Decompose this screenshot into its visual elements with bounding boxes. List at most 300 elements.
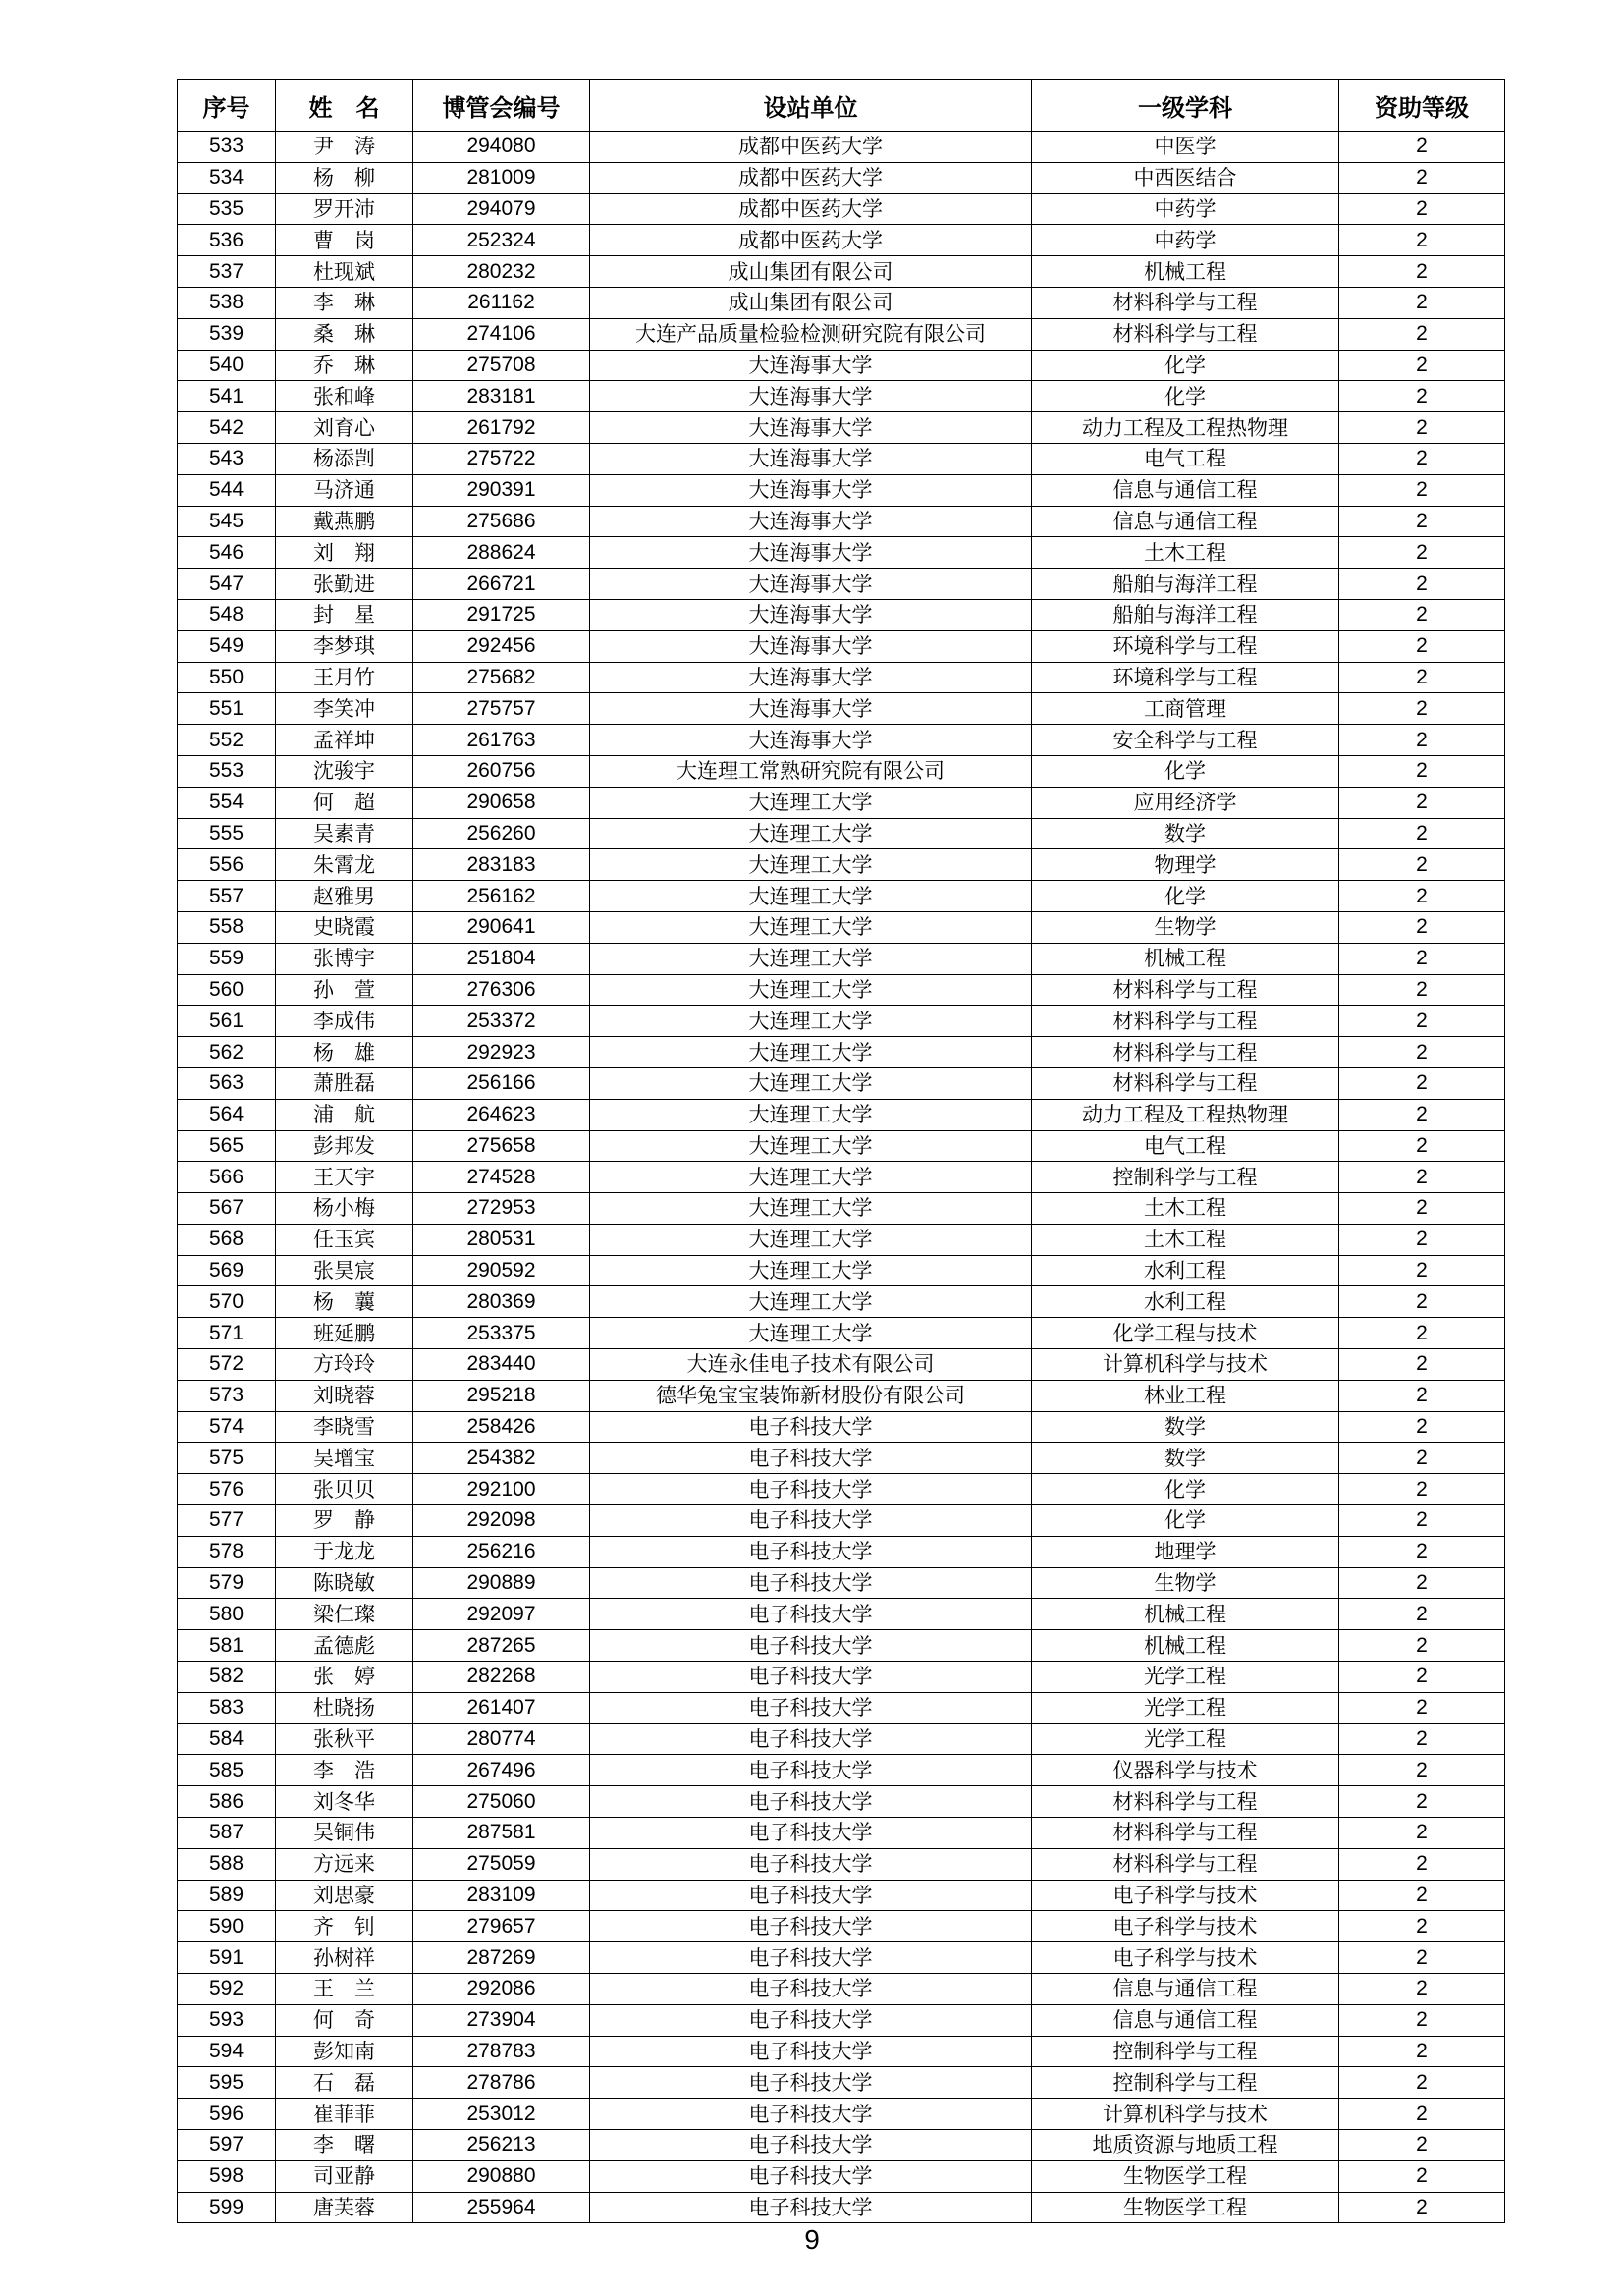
funding-level-cell: 2 <box>1339 537 1505 569</box>
header-name: 姓 名 <box>276 80 413 132</box>
table-row <box>178 1006 1505 1037</box>
registry-id-cell: 292456 <box>413 630 590 662</box>
funding-level-cell: 2 <box>1339 1318 1505 1349</box>
registry-id-cell: 290592 <box>413 1255 590 1286</box>
host-institution-cell: 大连理工大学 <box>590 1037 1032 1068</box>
discipline-cell: 安全科学与工程 <box>1032 725 1339 756</box>
discipline-cell: 应用经济学 <box>1032 787 1339 818</box>
name-cell: 张博宇 <box>276 943 413 974</box>
serial-no-cell: 584 <box>178 1723 276 1755</box>
name-cell: 李 曙 <box>276 2130 413 2161</box>
table-row <box>178 630 1505 662</box>
serial-no-cell: 552 <box>178 725 276 756</box>
funding-level-cell: 2 <box>1339 1818 1505 1849</box>
name-cell: 吴素青 <box>276 818 413 849</box>
serial-no-cell: 571 <box>178 1318 276 1349</box>
host-institution-cell: 大连海事大学 <box>590 630 1032 662</box>
registry-id-cell: 280531 <box>413 1224 590 1255</box>
discipline-cell: 环境科学与工程 <box>1032 662 1339 693</box>
registry-id-cell: 274106 <box>413 318 590 350</box>
host-institution-cell: 大连理工大学 <box>590 1130 1032 1162</box>
name-cell: 杨 雄 <box>276 1037 413 1068</box>
funding-level-cell: 2 <box>1339 1880 1505 1911</box>
registry-id-cell: 292097 <box>413 1599 590 1630</box>
discipline-cell: 化学工程与技术 <box>1032 1318 1339 1349</box>
funding-level-cell: 2 <box>1339 506 1505 537</box>
discipline-cell: 材料科学与工程 <box>1032 1006 1339 1037</box>
table-row <box>178 911 1505 943</box>
discipline-cell: 动力工程及工程热物理 <box>1032 412 1339 444</box>
discipline-cell: 化学 <box>1032 350 1339 381</box>
table-row <box>178 225 1505 256</box>
serial-no-cell: 594 <box>178 2036 276 2067</box>
host-institution-cell: 电子科技大学 <box>590 1692 1032 1723</box>
host-institution-cell: 大连海事大学 <box>590 443 1032 474</box>
host-institution-cell: 大连理工大学 <box>590 1099 1032 1130</box>
registry-id-cell: 278786 <box>413 2067 590 2099</box>
name-cell: 史晓霞 <box>276 911 413 943</box>
table-row <box>178 1130 1505 1162</box>
funding-level-cell: 2 <box>1339 599 1505 630</box>
registry-id-cell: 275722 <box>413 443 590 474</box>
registry-id-cell: 292100 <box>413 1474 590 1505</box>
serial-no-cell: 546 <box>178 537 276 569</box>
name-cell: 李晓雪 <box>276 1411 413 1443</box>
host-institution-cell: 电子科技大学 <box>590 1505 1032 1537</box>
table-row <box>178 662 1505 693</box>
table-row <box>178 2099 1505 2130</box>
funding-level-cell: 2 <box>1339 2130 1505 2161</box>
name-cell: 刘晓蓉 <box>276 1380 413 1411</box>
name-cell: 杨添剀 <box>276 443 413 474</box>
discipline-cell: 化学 <box>1032 381 1339 412</box>
name-cell: 李 琳 <box>276 287 413 318</box>
host-institution-cell: 电子科技大学 <box>590 1567 1032 1599</box>
registry-id-cell: 256216 <box>413 1536 590 1567</box>
funding-level-cell: 2 <box>1339 412 1505 444</box>
host-institution-cell: 大连理工大学 <box>590 818 1032 849</box>
registry-id-cell: 264623 <box>413 1099 590 1130</box>
funding-level-cell: 2 <box>1339 755 1505 787</box>
table-row <box>178 881 1505 912</box>
page-number: 9 <box>804 2224 820 2255</box>
table-row <box>178 1474 1505 1505</box>
table-row <box>178 1848 1505 1880</box>
table-row <box>178 1380 1505 1411</box>
registry-id-cell: 279657 <box>413 1911 590 1942</box>
registry-id-cell: 261792 <box>413 412 590 444</box>
host-institution-cell: 电子科技大学 <box>590 2004 1032 2036</box>
registry-id-cell: 275060 <box>413 1786 590 1818</box>
registry-id-cell: 275682 <box>413 662 590 693</box>
host-institution-cell: 大连海事大学 <box>590 506 1032 537</box>
discipline-cell: 计算机科学与技术 <box>1032 2099 1339 2130</box>
name-cell: 杨小梅 <box>276 1193 413 1225</box>
host-institution-cell: 德华兔宝宝装饰新材股份有限公司 <box>590 1380 1032 1411</box>
funding-level-cell: 2 <box>1339 849 1505 881</box>
funding-level-cell: 2 <box>1339 1474 1505 1505</box>
registry-id-cell: 267496 <box>413 1755 590 1786</box>
name-cell: 孟祥坤 <box>276 725 413 756</box>
serial-no-cell: 543 <box>178 443 276 474</box>
funding-level-cell: 2 <box>1339 225 1505 256</box>
discipline-cell: 电气工程 <box>1032 443 1339 474</box>
discipline-cell: 中医学 <box>1032 132 1339 163</box>
host-institution-cell: 大连理工大学 <box>590 1255 1032 1286</box>
host-institution-cell: 电子科技大学 <box>590 1755 1032 1786</box>
discipline-cell: 材料科学与工程 <box>1032 1848 1339 1880</box>
discipline-cell: 信息与通信工程 <box>1032 2004 1339 2036</box>
discipline-cell: 光学工程 <box>1032 1723 1339 1755</box>
host-institution-cell: 成都中医药大学 <box>590 132 1032 163</box>
host-institution-cell: 大连理工大学 <box>590 1286 1032 1318</box>
discipline-cell: 信息与通信工程 <box>1032 1974 1339 2005</box>
discipline-cell: 生物学 <box>1032 1567 1339 1599</box>
discipline-cell: 船舶与海洋工程 <box>1032 569 1339 600</box>
name-cell: 孙 萱 <box>276 974 413 1006</box>
table-row <box>178 350 1505 381</box>
funding-level-cell: 2 <box>1339 1286 1505 1318</box>
serial-no-cell: 576 <box>178 1474 276 1505</box>
funding-level-cell: 2 <box>1339 1942 1505 1974</box>
serial-no-cell: 575 <box>178 1443 276 1474</box>
registry-id-cell: 256213 <box>413 2130 590 2161</box>
registry-id-cell: 283109 <box>413 1880 590 1911</box>
funding-list-table <box>177 79 1505 2223</box>
name-cell: 沈骏宇 <box>276 755 413 787</box>
discipline-cell: 数学 <box>1032 1411 1339 1443</box>
serial-no-cell: 590 <box>178 1911 276 1942</box>
funding-level-cell: 2 <box>1339 1692 1505 1723</box>
table-row <box>178 787 1505 818</box>
registry-id-cell: 280232 <box>413 256 590 288</box>
serial-no-cell: 548 <box>178 599 276 630</box>
serial-no-cell: 553 <box>178 755 276 787</box>
name-cell: 桑 琳 <box>276 318 413 350</box>
funding-level-cell: 2 <box>1339 818 1505 849</box>
table-row <box>178 318 1505 350</box>
discipline-cell: 控制科学与工程 <box>1032 2067 1339 2099</box>
serial-no-cell: 593 <box>178 2004 276 2036</box>
discipline-cell: 生物医学工程 <box>1032 2160 1339 2192</box>
registry-id-cell: 283181 <box>413 381 590 412</box>
discipline-cell: 化学 <box>1032 881 1339 912</box>
table-row <box>178 974 1505 1006</box>
funding-level-cell: 2 <box>1339 1505 1505 1537</box>
registry-id-cell: 287269 <box>413 1942 590 1974</box>
discipline-cell: 中药学 <box>1032 193 1339 225</box>
discipline-cell: 土木工程 <box>1032 537 1339 569</box>
registry-id-cell: 256162 <box>413 881 590 912</box>
host-institution-cell: 大连理工大学 <box>590 849 1032 881</box>
name-cell: 李梦琪 <box>276 630 413 662</box>
funding-level-cell: 2 <box>1339 943 1505 974</box>
serial-no-cell: 564 <box>178 1099 276 1130</box>
discipline-cell: 控制科学与工程 <box>1032 1162 1339 1193</box>
serial-no-cell: 596 <box>178 2099 276 2130</box>
serial-no-cell: 577 <box>178 1505 276 1537</box>
table-row <box>178 943 1505 974</box>
name-cell: 王 兰 <box>276 1974 413 2005</box>
serial-no-cell: 581 <box>178 1630 276 1662</box>
name-cell: 梁仁璨 <box>276 1599 413 1630</box>
host-institution-cell: 成都中医药大学 <box>590 225 1032 256</box>
serial-no-cell: 560 <box>178 974 276 1006</box>
registry-id-cell: 281009 <box>413 162 590 193</box>
discipline-cell: 机械工程 <box>1032 1599 1339 1630</box>
table-row <box>178 1224 1505 1255</box>
discipline-cell: 机械工程 <box>1032 943 1339 974</box>
host-institution-cell: 大连理工大学 <box>590 943 1032 974</box>
registry-id-cell: 290880 <box>413 2160 590 2192</box>
registry-id-cell: 258426 <box>413 1411 590 1443</box>
funding-level-cell: 2 <box>1339 662 1505 693</box>
host-institution-cell: 电子科技大学 <box>590 2067 1032 2099</box>
name-cell: 刘冬华 <box>276 1786 413 1818</box>
registry-id-cell: 275708 <box>413 350 590 381</box>
table-row <box>178 474 1505 506</box>
header-serial-no: 序号 <box>178 80 276 132</box>
table-row <box>178 256 1505 288</box>
host-institution-cell: 大连理工大学 <box>590 1162 1032 1193</box>
name-cell: 刘 翔 <box>276 537 413 569</box>
host-institution-cell: 电子科技大学 <box>590 1942 1032 1974</box>
host-institution-cell: 大连海事大学 <box>590 662 1032 693</box>
discipline-cell: 光学工程 <box>1032 1692 1339 1723</box>
serial-no-cell: 582 <box>178 1662 276 1693</box>
serial-no-cell: 566 <box>178 1162 276 1193</box>
serial-no-cell: 537 <box>178 256 276 288</box>
registry-id-cell: 287265 <box>413 1630 590 1662</box>
funding-level-cell: 2 <box>1339 630 1505 662</box>
discipline-cell: 材料科学与工程 <box>1032 1786 1339 1818</box>
registry-id-cell: 276306 <box>413 974 590 1006</box>
registry-id-cell: 295218 <box>413 1380 590 1411</box>
registry-id-cell: 283183 <box>413 849 590 881</box>
funding-level-cell: 2 <box>1339 318 1505 350</box>
serial-no-cell: 534 <box>178 162 276 193</box>
name-cell: 尹 涛 <box>276 132 413 163</box>
host-institution-cell: 大连理工大学 <box>590 787 1032 818</box>
table-row <box>178 1818 1505 1849</box>
table-row <box>178 1536 1505 1567</box>
host-institution-cell: 大连理工大学 <box>590 1224 1032 1255</box>
name-cell: 石 磊 <box>276 2067 413 2099</box>
name-cell: 罗开沛 <box>276 193 413 225</box>
funding-level-cell: 2 <box>1339 1443 1505 1474</box>
funding-level-cell: 2 <box>1339 162 1505 193</box>
host-institution-cell: 大连理工大学 <box>590 1318 1032 1349</box>
funding-level-cell: 2 <box>1339 443 1505 474</box>
registry-id-cell: 261763 <box>413 725 590 756</box>
name-cell: 吴铜伟 <box>276 1818 413 1849</box>
registry-id-cell: 275686 <box>413 506 590 537</box>
discipline-cell: 光学工程 <box>1032 1662 1339 1693</box>
table-row <box>178 569 1505 600</box>
name-cell: 乔 琳 <box>276 350 413 381</box>
serial-no-cell: 561 <box>178 1006 276 1037</box>
serial-no-cell: 556 <box>178 849 276 881</box>
host-institution-cell: 电子科技大学 <box>590 2130 1032 2161</box>
host-institution-cell: 电子科技大学 <box>590 2192 1032 2223</box>
registry-id-cell: 292923 <box>413 1037 590 1068</box>
funding-level-cell: 2 <box>1339 1630 1505 1662</box>
table-row <box>178 1318 1505 1349</box>
host-institution-cell: 大连永佳电子技术有限公司 <box>590 1349 1032 1381</box>
serial-no-cell: 557 <box>178 881 276 912</box>
name-cell: 张昊宸 <box>276 1255 413 1286</box>
name-cell: 彭知南 <box>276 2036 413 2067</box>
registry-id-cell: 256260 <box>413 818 590 849</box>
registry-id-cell: 287581 <box>413 1818 590 1849</box>
table-row <box>178 1723 1505 1755</box>
registry-id-cell: 253012 <box>413 2099 590 2130</box>
host-institution-cell: 电子科技大学 <box>590 1848 1032 1880</box>
registry-id-cell: 260756 <box>413 755 590 787</box>
table-row <box>178 162 1505 193</box>
registry-id-cell: 253375 <box>413 1318 590 1349</box>
serial-no-cell: 585 <box>178 1755 276 1786</box>
discipline-cell: 地理学 <box>1032 1536 1339 1567</box>
host-institution-cell: 大连理工大学 <box>590 1193 1032 1225</box>
serial-no-cell: 578 <box>178 1536 276 1567</box>
funding-level-cell: 2 <box>1339 2036 1505 2067</box>
funding-level-cell: 2 <box>1339 1162 1505 1193</box>
funding-level-cell: 2 <box>1339 2099 1505 2130</box>
serial-no-cell: 574 <box>178 1411 276 1443</box>
name-cell: 张勤进 <box>276 569 413 600</box>
discipline-cell: 水利工程 <box>1032 1286 1339 1318</box>
discipline-cell: 化学 <box>1032 755 1339 787</box>
serial-no-cell: 591 <box>178 1942 276 1974</box>
name-cell: 齐 钊 <box>276 1911 413 1942</box>
table-row <box>178 2036 1505 2067</box>
registry-id-cell: 291725 <box>413 599 590 630</box>
discipline-cell: 仪器科学与技术 <box>1032 1755 1339 1786</box>
serial-no-cell: 538 <box>178 287 276 318</box>
discipline-cell: 工商管理 <box>1032 693 1339 725</box>
registry-id-cell: 275757 <box>413 693 590 725</box>
registry-id-cell: 253372 <box>413 1006 590 1037</box>
name-cell: 张贝贝 <box>276 1474 413 1505</box>
serial-no-cell: 573 <box>178 1380 276 1411</box>
serial-no-cell: 549 <box>178 630 276 662</box>
registry-id-cell: 290641 <box>413 911 590 943</box>
registry-id-cell: 290391 <box>413 474 590 506</box>
discipline-cell: 动力工程及工程热物理 <box>1032 1099 1339 1130</box>
table-body <box>178 132 1505 2223</box>
discipline-cell: 材料科学与工程 <box>1032 287 1339 318</box>
discipline-cell: 材料科学与工程 <box>1032 1037 1339 1068</box>
host-institution-cell: 大连海事大学 <box>590 537 1032 569</box>
name-cell: 戴燕鹏 <box>276 506 413 537</box>
serial-no-cell: 550 <box>178 662 276 693</box>
host-institution-cell: 电子科技大学 <box>590 1974 1032 2005</box>
table-row <box>178 381 1505 412</box>
host-institution-cell: 大连理工大学 <box>590 911 1032 943</box>
host-institution-cell: 电子科技大学 <box>590 2036 1032 2067</box>
name-cell: 赵雅男 <box>276 881 413 912</box>
name-cell: 方玲玲 <box>276 1349 413 1381</box>
table-row <box>178 1443 1505 1474</box>
funding-level-cell: 2 <box>1339 1099 1505 1130</box>
host-institution-cell: 电子科技大学 <box>590 1536 1032 1567</box>
table-row <box>178 1162 1505 1193</box>
host-institution-cell: 电子科技大学 <box>590 1443 1032 1474</box>
registry-id-cell: 294080 <box>413 132 590 163</box>
name-cell: 李 浩 <box>276 1755 413 1786</box>
table-row <box>178 1662 1505 1693</box>
discipline-cell: 中药学 <box>1032 225 1339 256</box>
table-row <box>178 1349 1505 1381</box>
discipline-cell: 水利工程 <box>1032 1255 1339 1286</box>
table-row <box>178 443 1505 474</box>
host-institution-cell: 电子科技大学 <box>590 1630 1032 1662</box>
serial-no-cell: 540 <box>178 350 276 381</box>
host-institution-cell: 成都中医药大学 <box>590 162 1032 193</box>
discipline-cell: 数学 <box>1032 818 1339 849</box>
serial-no-cell: 595 <box>178 2067 276 2099</box>
name-cell: 曹 岗 <box>276 225 413 256</box>
funding-level-cell: 2 <box>1339 569 1505 600</box>
funding-level-cell: 2 <box>1339 193 1505 225</box>
funding-level-cell: 2 <box>1339 881 1505 912</box>
discipline-cell: 中西医结合 <box>1032 162 1339 193</box>
registry-id-cell: 290889 <box>413 1567 590 1599</box>
serial-no-cell: 569 <box>178 1255 276 1286</box>
discipline-cell: 材料科学与工程 <box>1032 1818 1339 1849</box>
registry-id-cell: 292086 <box>413 1974 590 2005</box>
funding-level-cell: 2 <box>1339 1067 1505 1099</box>
host-institution-cell: 电子科技大学 <box>590 2160 1032 2192</box>
name-cell: 王月竹 <box>276 662 413 693</box>
serial-no-cell: 533 <box>178 132 276 163</box>
table-row <box>178 1974 1505 2005</box>
name-cell: 方远来 <box>276 1848 413 1880</box>
name-cell: 朱霄龙 <box>276 849 413 881</box>
funding-level-cell: 2 <box>1339 1662 1505 1693</box>
discipline-cell: 数学 <box>1032 1443 1339 1474</box>
table-row <box>178 1630 1505 1662</box>
serial-no-cell: 599 <box>178 2192 276 2223</box>
table-row <box>178 2192 1505 2223</box>
host-institution-cell: 大连海事大学 <box>590 725 1032 756</box>
serial-no-cell: 535 <box>178 193 276 225</box>
registry-id-cell: 254382 <box>413 1443 590 1474</box>
name-cell: 浦 航 <box>276 1099 413 1130</box>
name-cell: 何 超 <box>276 787 413 818</box>
host-institution-cell: 大连海事大学 <box>590 474 1032 506</box>
name-cell: 崔菲菲 <box>276 2099 413 2130</box>
discipline-cell: 电气工程 <box>1032 1130 1339 1162</box>
table-row <box>178 1193 1505 1225</box>
serial-no-cell: 589 <box>178 1880 276 1911</box>
serial-no-cell: 586 <box>178 1786 276 1818</box>
funding-level-cell: 2 <box>1339 2192 1505 2223</box>
discipline-cell: 机械工程 <box>1032 1630 1339 1662</box>
host-institution-cell: 电子科技大学 <box>590 1880 1032 1911</box>
table-row <box>178 506 1505 537</box>
header-host-institution: 设站单位 <box>590 80 1032 132</box>
registry-id-cell: 275059 <box>413 1848 590 1880</box>
name-cell: 吴增宝 <box>276 1443 413 1474</box>
name-cell: 刘育心 <box>276 412 413 444</box>
funding-level-cell: 2 <box>1339 350 1505 381</box>
table-row <box>178 2160 1505 2192</box>
name-cell: 萧胜磊 <box>276 1067 413 1099</box>
funding-level-cell: 2 <box>1339 1974 1505 2005</box>
funding-level-cell: 2 <box>1339 2160 1505 2192</box>
